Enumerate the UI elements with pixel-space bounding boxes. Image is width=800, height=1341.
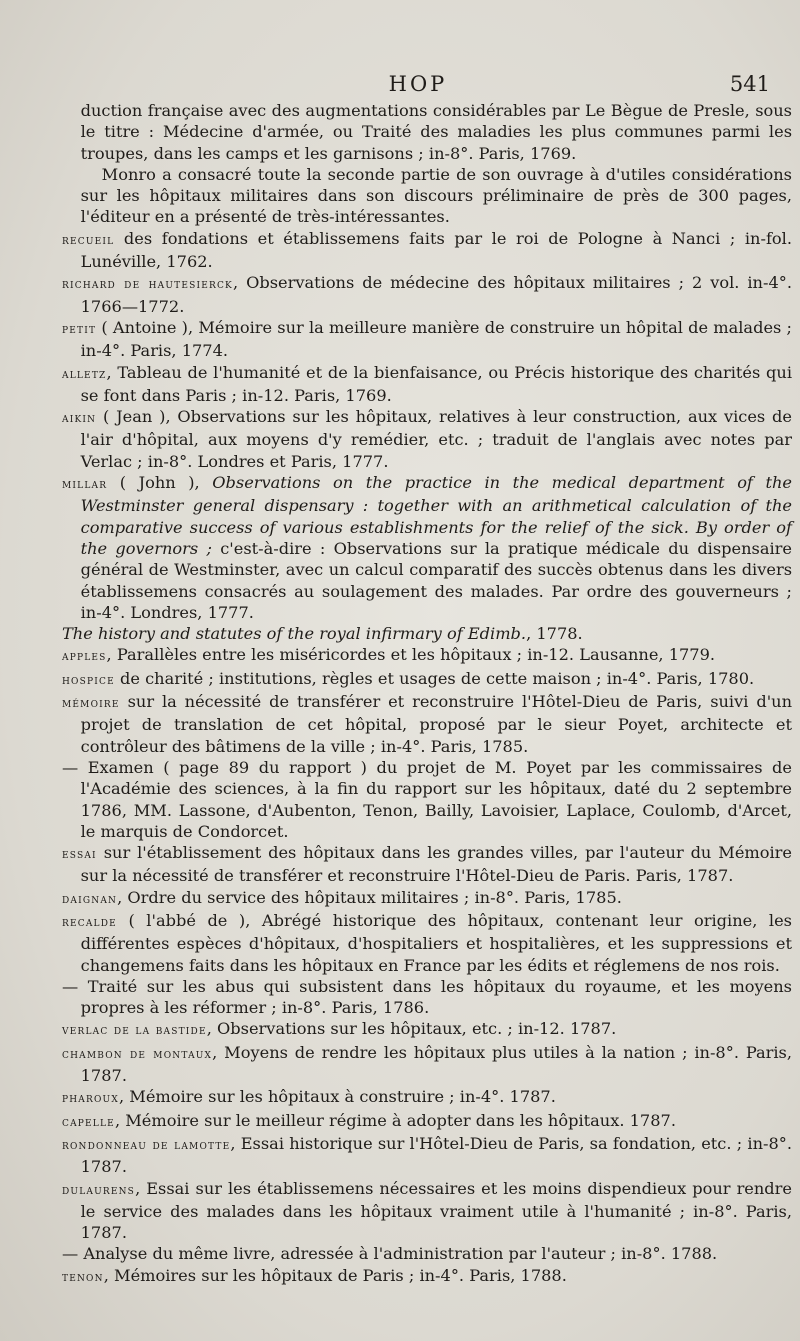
entry-author: rondonneau de lamotte <box>62 1137 231 1153</box>
entry-daignan: daignan, Ordre du service des hôpitaux militaires ; in-8°. Paris, 1785. <box>62 887 622 907</box>
bibliography-text <box>62 100 792 1288</box>
entry-author: hospice <box>62 672 115 688</box>
entry-author: essai <box>62 847 97 863</box>
entry-author: petit <box>62 321 97 337</box>
entry-memoire: mémoire sur la nécessité de transférer et reconstruire l'Hôtel-Dieu de Paris, suivi d'un projet de translation de cet hôpital, proposé par le sieur Poyet, architecte et contrôleur des bâtimens de la ville ; in-4°. Paris, 1785. <box>62 692 792 756</box>
entry-pharoux: pharoux, Mémoire sur les hôpitaux à construire ; in-4°. 1787. <box>62 1087 556 1107</box>
entry-author: apples <box>62 649 107 665</box>
entry-chambon: chambon de montaux, Moyens de rendre les hôpitaux plus utiles à la nation ; in-8°. Paris, 1787. <box>62 1042 792 1086</box>
entry-note: Monro a consacré toute la seconde partie de son ouvrage à d'utiles considérations sur les hôpitaux militaires dans son discours préliminaire de près de 300 pages, l'éditeur en a présenté de très-intéressantes. <box>80 164 792 227</box>
page-number: 541 <box>729 72 770 96</box>
entry-richard: richard de hautesierck, Observations de médecine des hôpitaux militaires ; 2 vol. in-4°. 1766—1772. <box>62 273 792 316</box>
entry-continuation: duction française avec des augmentations considérables par Le Bègue de Presle, sous le titre : Médecine d'armée, ou Traité des maladies les plus communes parmi les troupes, dans les camps et les garnisons ; in-8°. Paris, 1769. <box>80 101 792 163</box>
entry-rondonneau: rondonneau de lamotte, Essai historique sur l'Hôtel-Dieu de Paris, sa fondation, etc. ; in-8°. 1787. <box>62 1133 792 1177</box>
entry-dulaurens: dulaurens, Essai sur les établissemens nécessaires et les moins dispendieux pour rendre le service des malades dans les hôpitaux vraiment utile à l'humanité ; in-8°. Paris, 1787. <box>62 1178 792 1243</box>
entry-author: pharoux <box>62 1091 119 1107</box>
entry-recueil: recueil des fondations et établissemens faits par le roi de Pologne à Nanci ; in-fol. Lunéville, 1762. <box>62 228 792 272</box>
entry-author: dulaurens <box>62 1182 136 1198</box>
entry-author: aikin <box>62 411 97 427</box>
entry-author: millar <box>62 477 108 493</box>
entry-alletz: alletz, Tableau de l'humanité et de la bienfaisance, ou Précis historique des charités qui se font dans Paris ; in-12. Paris, 1769. <box>62 362 792 405</box>
entry-author: mémoire <box>62 696 120 712</box>
entry-title-italic: Observations on the practice in the medical department of the Westminster general dispensary : together with an arithmetical calculation of the comparative success of various establishments for the relief of the sick. By order of the governors ; <box>80 473 792 558</box>
entry-history-statutes: The history and statutes of the royal infirmary of Edimb., 1778. <box>62 624 583 644</box>
page-header <box>60 72 776 100</box>
entry-traite: — Traité sur les abus qui subsistent dans les hôpitaux du royaume, et les moyens propres à les réformer ; in-8°. Paris, 1786. <box>62 976 792 1018</box>
entry-apples: apples, Parallèles entre les miséricordes et les hôpitaux ; in-12. Lausanne, 1779. <box>62 645 716 665</box>
entry-capelle: capelle, Mémoire sur le meilleur régime à adopter dans les hôpitaux. 1787. <box>62 1110 676 1130</box>
entry-author: daignan <box>62 891 118 907</box>
entry-title-italic: The history and statutes of the royal infirmary of Edimb. <box>62 624 527 644</box>
entry-tenon: tenon, Mémoires sur les hôpitaux de Paris ; in-4°. Paris, 1788. <box>62 1265 567 1285</box>
entry-examen: — Examen ( page 89 du rapport ) du projet de M. Poyet par les commissaires de l'Académie des sciences, à la fin du rapport sur les hôpitaux, daté du 2 septembre 1786, MM. Lassone, d'Aubenton, Tenon, Bailly, Lavoisier, Laplace, Coulomb, d'Arcet, le marquis de Condorcet. <box>62 757 792 841</box>
entry-author: tenon <box>62 1269 104 1285</box>
entry-author: richard de hautesierck <box>62 277 233 293</box>
entry-author: recueil <box>62 232 115 248</box>
entry-author: alletz <box>62 366 107 382</box>
entry-aikin: aikin ( Jean ), Observations sur les hôpitaux, relatives à leur construction, aux vices de l'air d'hôpital, aux moyens d'y remédier, etc. ; traduit de l'anglais avec notes par Verlac ; in-8°. Londres et Paris, 1777. <box>62 407 792 471</box>
entry-analyse: — Analyse du même livre, adressée à l'administration par l'auteur ; in-8°. 1788. <box>62 1244 718 1264</box>
entry-millar: millar ( John ), Observations on the practice in the medical department of the Westminster general dispensary : together with an arithmetical calculation of the comparative success of various establishments for the relief of the sick. By order of the governors ; c'est-à-dire : Observations sur la pratique médicale du dispensaire général de Westminster, avec un calcul comparatif des succès obtenus dans les divers établissemens consacrés au soulagement des malades. Par ordre des gouverneurs ; in-4°. Londres, 1777. <box>62 473 792 622</box>
entry-petit: petit ( Antoine ), Mémoire sur la meilleure manière de construire un hôpital de malades ; in-4°. Paris, 1774. <box>62 317 792 361</box>
entry-essai: essai sur l'établissement des hôpitaux dans les grandes villes, par l'auteur du Mémoire sur la nécessité de transférer et reconstruire l'Hôtel-Dieu de Paris. Paris, 1787. <box>62 843 792 886</box>
entry-author: recalde <box>62 914 117 930</box>
entry-verlac: verlac de la bastide, Observations sur les hôpitaux, etc. ; in-12. 1787. <box>62 1019 617 1039</box>
entry-recalde: recalde ( l'abbé de ), Abrégé historique des hôpitaux, contenant leur origine, les différentes espèces d'hôpitaux, d'hospitaliers et hospitalières, et les suppressions et changemens faits dans les hôpitaux en France par les édits et réglemens de nos rois. <box>62 910 792 975</box>
running-head: HOP <box>388 72 448 96</box>
entry-hospice: hospice de charité ; institutions, règles et usages de cette maison ; in-4°. Paris, 1780. <box>62 668 755 688</box>
entry-author: chambon de montaux <box>62 1046 213 1062</box>
entry-author: capelle <box>62 1114 115 1130</box>
entry-author: verlac de la bastide <box>62 1023 207 1039</box>
